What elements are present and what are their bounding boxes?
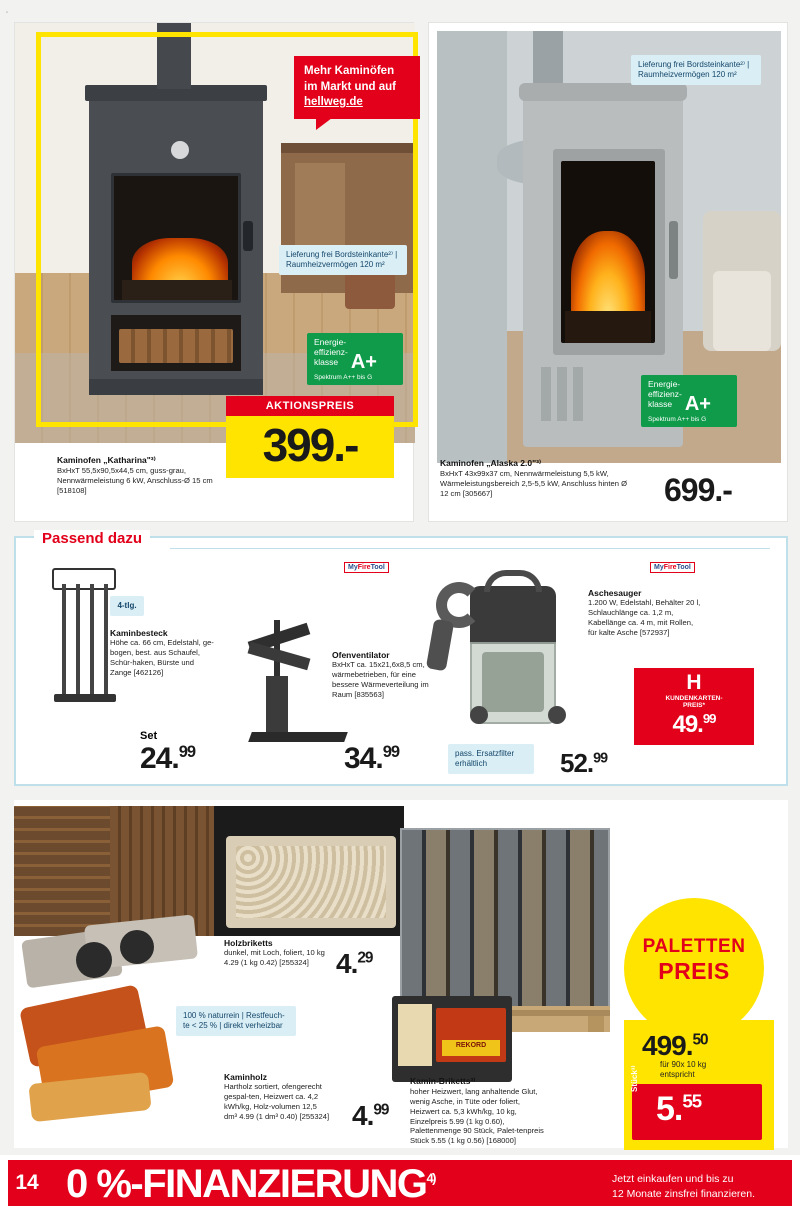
- accessory-aschesauger-image: [430, 556, 590, 756]
- corner-mark: ▫: [6, 10, 9, 16]
- hero-left-delivery-bubble: Lieferung frei Bordsteinkante²⁾ | Raumheizvermögen 120 m²: [279, 245, 407, 275]
- accessory-aschesauger-desc: 1.200 W, Edelstahl, Behälter 20 l, Schlauchlänge ca. 1,2 m, Kabellänge ca. 4 m, mit Rollen, für kalte Asche [572937]: [588, 598, 701, 637]
- accessory-ofenventilator-desc: BxHxT ca. 15x21,6x8,5 cm, wärmebetrieben, für eine bessere Wärmeverteilung im Raum [835563]: [332, 660, 429, 699]
- kaminholz-title: Kaminholz: [224, 1072, 267, 1082]
- hero-right-title: Kaminofen „Alaska 2.0"³⁾: [440, 458, 542, 468]
- hero-left-title: Kaminofen „Katharina"³⁾: [57, 455, 156, 465]
- accessory-ofenventilator-title: Ofenventilator: [332, 650, 390, 660]
- accessories-heading: Passend dazu: [34, 530, 150, 547]
- promo-label: AKTIONSPREIS: [226, 396, 394, 416]
- unit-price-label: Stück³⁾: [630, 1065, 639, 1092]
- hero-right-energy-label: Energie- effizienz- klasse A+ Spektrum A++ bis G: [641, 375, 737, 427]
- kundenkarten-price-box: H KUNDENKARTEN- PREIS* 49.99: [634, 668, 754, 745]
- pallet-price-circle: PALETTEN PREIS: [624, 898, 764, 1038]
- accessory-kaminbesteck-set-label: Set: [140, 730, 158, 742]
- accessory-aschesauger-title: Aschesauger: [588, 588, 642, 598]
- briketts-price: 4.29: [336, 948, 373, 979]
- hero-more-stoves-bubble: Mehr Kaminöfen im Markt und auf hellweg.de: [294, 56, 420, 119]
- hero-left-price-block: [226, 396, 394, 478]
- kaminbriketts-title: Kamin-Briketts³⁾: [410, 1076, 476, 1086]
- hero-left-energy-label: Energie- effizienz- klasse A+ Spektrum A++ bis G: [307, 333, 403, 385]
- brand-tag-myfiretool-right: MyFireTool: [650, 562, 695, 573]
- briketts-title: Holzbriketts: [224, 938, 273, 948]
- accessory-kaminbesteck-price: 24.99: [140, 742, 196, 775]
- briketts-desc: dunkel, mit Loch, foliert, 10 kg 4.29 (1 kg 0.42) [255324]: [224, 948, 325, 967]
- hero-right-delivery-bubble: Lieferung frei Bordsteinkante²⁾ | Raumheizvermögen 120 m²: [631, 55, 761, 85]
- hero-left-desc: BxHxT 55,5x90,5x44,5 cm, guss-grau, Nennwärmeleistung 6 kW, Anschluss-Ø 15 cm [518108]: [57, 466, 213, 495]
- accessory-kaminbesteck-badge: 4-tlg.: [110, 596, 144, 616]
- brand-tag-myfiretool-left: MyFireTool: [344, 562, 389, 573]
- wood-logs-photo: [214, 806, 404, 936]
- hero-left-price: 399.-: [226, 416, 394, 478]
- hero-right-price: 699.-: [664, 472, 732, 508]
- accessory-aschesauger-price: 52.99: [560, 748, 608, 778]
- accessory-kaminbesteck-title: Kaminbesteck: [110, 628, 168, 638]
- financing-text: Jetzt einkaufen und bis zu 12 Monate zinsfrei finanzieren.: [612, 1173, 755, 1200]
- pallet-price-sub: für 90x 10 kg entspricht: [660, 1060, 707, 1079]
- hellweg-logo: H: [686, 671, 702, 694]
- hero-right-desc: BxHxT 43x99x37 cm, Nennwärmeleistung 5,5 kW, Wärmeleistungsbereich 2,5-5,5 kW, Anschluss hinten Ø 12 cm [305667]: [440, 469, 627, 498]
- kaminbriketts-desc: hoher Heizwert, lang anhaltende Glut, wenig Asche, in Tüte oder foliert, Heizwert ca. 5,3 kWh/kg, 10 kg, Einzelpreis 5.99 (1 kg 0.60), Palettenmenge 90 Stück, Palet-tenpreis Stück 5.55 (1 kg 0.56) [168000]: [410, 1087, 544, 1146]
- pallet-price: 499.50: [642, 1030, 708, 1061]
- accessory-filter-note: pass. Ersatzfilter erhältlich: [448, 744, 534, 774]
- hero-right-panel: [428, 22, 788, 522]
- accessory-kaminbesteck-desc: Höhe ca. 66 cm, Edelstahl, ge-bogen, best. aus Schaufel, Schür-haken, Bürste und Zange [462126]: [110, 638, 214, 677]
- page-number: 14: [8, 1160, 46, 1206]
- accessory-ofenventilator-price: 34.99: [344, 742, 400, 775]
- brikett-pack-photo: [392, 996, 512, 1082]
- brikett-pack-label: REKORD: [455, 1042, 487, 1049]
- kaminholz-desc: Hartholz sortiert, ofengerecht gespal-ten, Heizwert ca. 4,2 kWh/kg, Holz-volumen 12,5 dm³ 4.99 (1 dm³ 0.40) [255324]: [224, 1082, 330, 1121]
- unit-price: 5.55: [656, 1090, 702, 1128]
- financing-headline: 0 %-FINANZIERUNG$^{4)}$: [66, 1162, 436, 1206]
- wood-purity-note: 100 % naturrein | Restfeuch-te < 25 % | direkt verheizbar: [176, 1006, 296, 1036]
- kaminholz-price: 4.99: [352, 1100, 389, 1131]
